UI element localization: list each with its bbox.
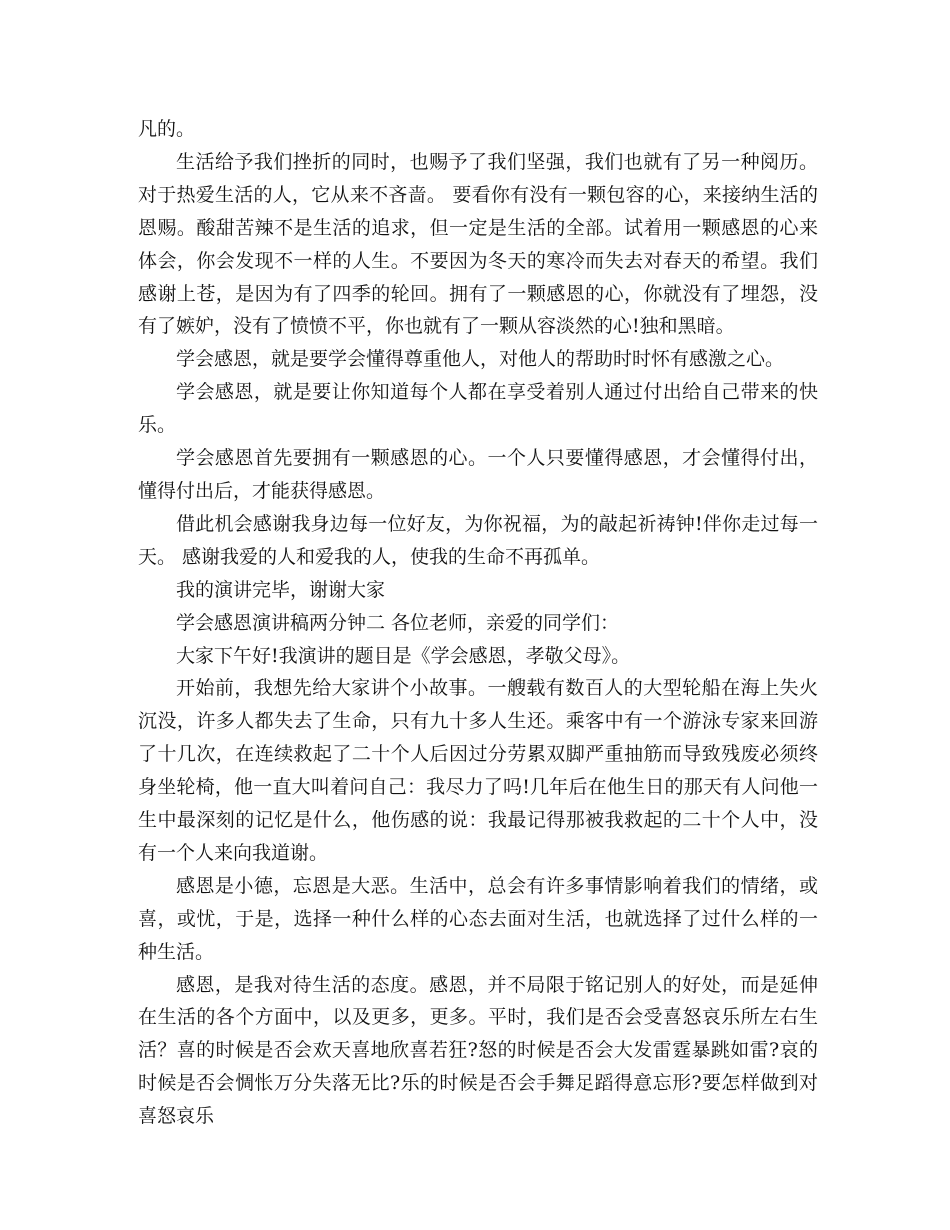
paragraph: 凡的。 bbox=[138, 118, 196, 140]
paragraph: 学会感恩，就是要学会懂得尊重他人，对他人的帮助时时怀有感激之心。 bbox=[176, 348, 785, 371]
document-body bbox=[138, 113, 818, 1133]
paragraph: 我的演讲完毕，谢谢大家 bbox=[176, 578, 386, 601]
paragraph: 生活给予我们挫折的同时，也赐予了我们坚强，我们也就有了另一种阅历。对于热爱生活的人，它从来不吝啬。 要看你有没有一颗包容的心，来接纳生活的恩赐。酸甜苦辣不是生活的追求，但一定是生活的全部。试着用一颗感恩的心来体会，你会发现不一样的人生。不要因为冬天的寒冷而失去对春天的希望。我们感谢上苍，是因为有了四季的轮回。拥有了一颗感恩的心，你就没有了埋怨，没有了嫉妒，没有了愤愤不平，你也就有了一颗从容淡然的心!独和黑暗。 bbox=[138, 150, 818, 338]
paragraph: 大家下午好!我演讲的题目是《学会感恩，孝敬父母》。 bbox=[176, 644, 631, 667]
paragraph: 学会感恩演讲稿两分钟二 各位老师，亲爱的同学们： bbox=[176, 611, 620, 634]
paragraph: 学会感恩首先要拥有一颗感恩的心。一个人只要懂得感恩，才会懂得付出，懂得付出后，才能获得感恩。 bbox=[138, 447, 818, 502]
paragraph: 学会感恩，就是要让你知道每个人都在享受着别人通过付出给自己带来的快乐。 bbox=[138, 381, 818, 437]
paragraph: 感恩是小德，忘恩是大恶。生活中，总会有许多事情影响着我们的情绪，或喜，或忧，于是，选择一种什么样的心态去面对生活，也就选择了过什么样的一种生活。 bbox=[138, 874, 818, 963]
paragraph: 借此机会感谢我身边每一位好友，为你祝福，为的敲起祈祷钟!伴你走过每一天。 感谢我爱的人和爱我的人，使我的生命不再孤单。 bbox=[138, 512, 818, 568]
paragraph: 感恩，是我对待生活的态度。感恩，并不局限于铭记别人的好处，而是延伸在生活的各个方面中，以及更多，更多。平时，我们是否会受喜怒哀乐所左右生活？喜的时候是否会欢天喜地欣喜若狂?怒的时候是否会大发雷霆暴跳如雷?哀的时候是否会惆怅万分失落无比?乐的时候是否会手舞足蹈得意忘形?要怎样做到对喜怒哀乐 bbox=[138, 973, 818, 1128]
paragraph: 开始前，我想先给大家讲个小故事。一艘载有数百人的大型轮船在海上失火沉没，许多人都失去了生命，只有九十多人生还。乘客中有一个游泳专家来回游了十几次，在连续救起了二十个人后因过分劳累双脚严重抽筋而导致残废必须终身坐轮椅，他一直大叫着问自己：我尽力了吗!几年后在他生日的那天有人问他一生中最深刻的记忆是什么，他伤感的说：我最记得那被我救起的二十个人中，没有一个人来向我道谢。 bbox=[138, 677, 818, 864]
